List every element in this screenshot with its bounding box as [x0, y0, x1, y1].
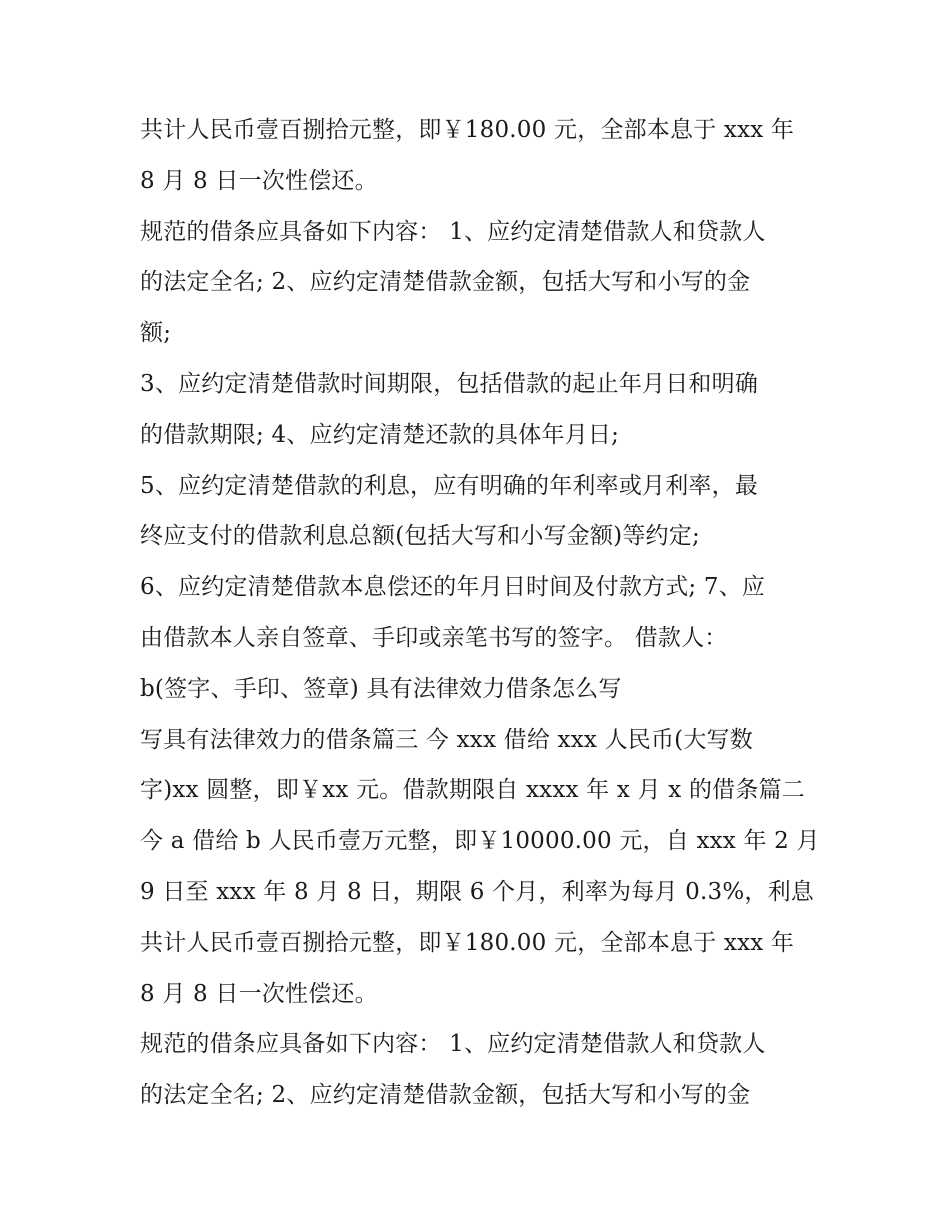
text-line: 共计人民币壹百捌拾元整，即￥180.00 元，全部本息于 xxx 年: [140, 929, 795, 956]
text-line: b(签字、手印、签章) 具有法律效力借条怎么写: [140, 675, 622, 702]
text-line: 5、应约定清楚借款的利息，应有明确的年利率或月利率，最: [140, 472, 759, 499]
text-line: 写具有法律效力的借条篇三 今 xxx 借给 xxx 人民币(大写数: [140, 726, 753, 753]
text-line: 今 a 借给 b 人民币壹万元整，即￥10000.00 元，自 xxx 年 2 月: [140, 828, 820, 855]
text-line: 的法定全名; 2、应约定清楚借款金额，包括大写和小写的金: [140, 1082, 751, 1109]
text-line: 的借款期限; 4、应约定清楚还款的具体年月日;: [140, 421, 620, 448]
text-line: 由借款本人亲自签章、手印或亲笔书写的签字。 借款人：: [140, 624, 728, 651]
text-line: 终应支付的借款利息总额(包括大写和小写金额)等约定;: [140, 523, 700, 550]
text-line: 共计人民币壹百捌拾元整，即￥180.00 元，全部本息于 xxx 年: [140, 117, 795, 143]
text-line: 规范的借条应具备如下内容： 1、应约定清楚借款人和贷款人: [140, 218, 766, 245]
text-line: 规范的借条应具备如下内容： 1、应约定清楚借款人和贷款人: [140, 1031, 766, 1058]
text-line: 8 月 8 日一次性偿还。: [140, 980, 378, 1007]
document-body: [140, 105, 820, 1121]
text-line: 额;: [140, 320, 172, 347]
text-line: 3、应约定清楚借款时间期限，包括借款的起止年月日和明确: [140, 370, 759, 397]
text-line: 8 月 8 日一次性偿还。: [140, 167, 378, 194]
text-line: 9 日至 xxx 年 8 月 8 日，期限 6 个月，利率为每月 0.3%，利息: [140, 878, 814, 905]
text-line: 的法定全名; 2、应约定清楚借款金额，包括大写和小写的金: [140, 269, 751, 296]
text-line: 字)xx 圆整，即￥xx 元。借款期限自 xxxx 年 x 月 x 的借条篇二: [140, 777, 805, 804]
text-line: 6、应约定清楚借款本息偿还的年月日时间及付款方式; 7、应: [140, 574, 766, 601]
